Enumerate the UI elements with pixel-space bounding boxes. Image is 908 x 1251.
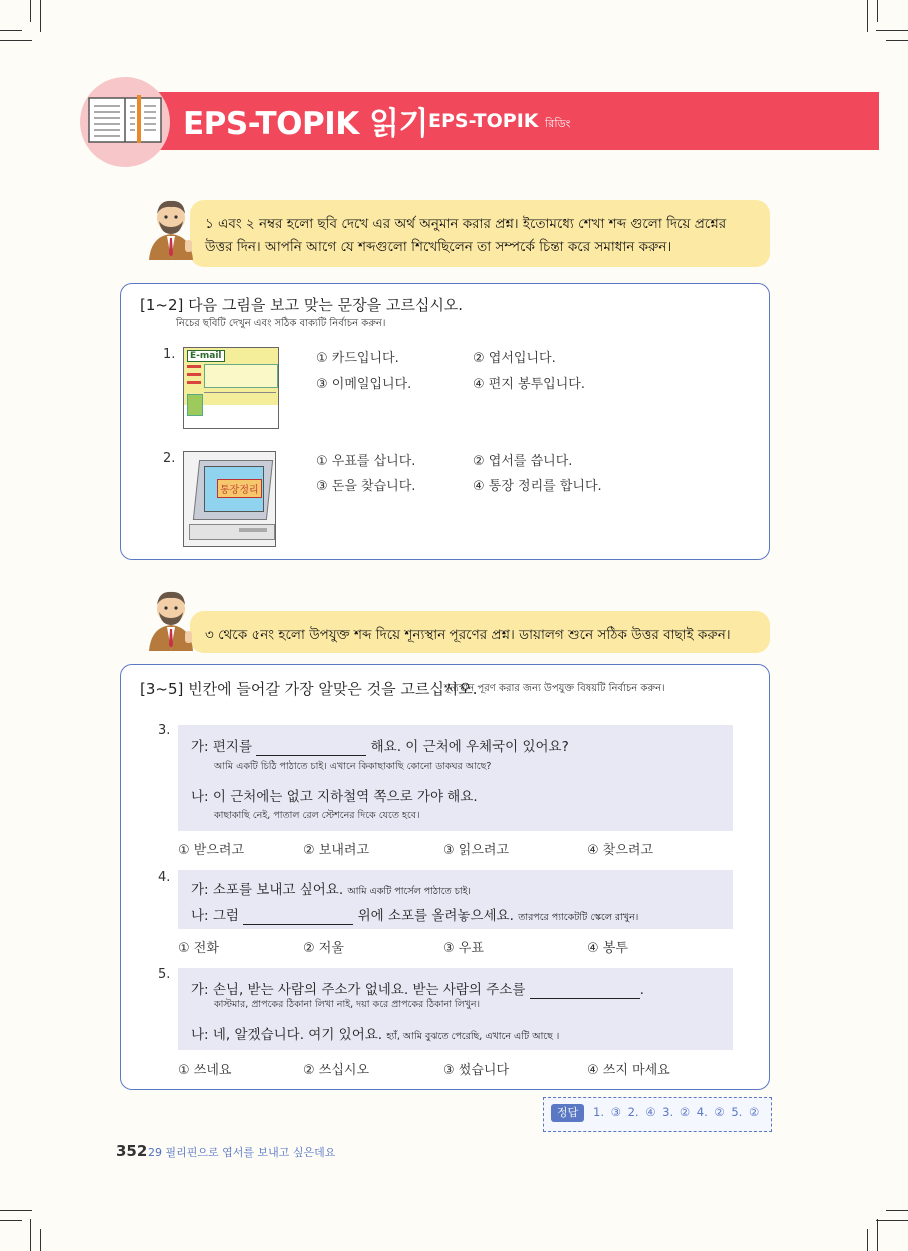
question-number: 4. [158,870,171,885]
section2-translation: শূন্যস্থান পূরণ করার জন্য উপযুক্ত বিষয়টি নির্বাচন করুন। [444,683,665,694]
section1-translation: নিচের ছবিটি দেখুন এবং সঠিক বাক্যটি নির্বাচন করুন। [176,318,386,329]
email-picture-label: E-mail [187,350,225,362]
q4-a-translation: আমি একটি পার্সেল পাঠাতে চাই। [347,886,471,897]
q5-option-4[interactable]: ④ 쓰지 마세요 [587,1063,670,1078]
subtitle-text: EPS-TOPIK [428,110,539,132]
q3-a-translation: আমি একটি চিঠি পাঠাতে চাই। এখানে কিকাছাকাছি কোনো ডাকঘর আছে? [214,761,492,772]
q5-blank [530,982,640,999]
q4-b-after: 위에 소포를 올려놓으세요. [357,908,514,924]
crop-mark [40,0,41,32]
q2-option-4[interactable]: ④ 통장 정리를 합니다. [473,479,602,494]
question-number: 3. [158,723,171,738]
q5-line-a [191,978,644,999]
chapter-title: 29 필리핀으로 엽서를 보내고 싶은데요 [148,1146,336,1159]
crop-mark [877,0,878,22]
q3-a-after: 해요. 이 근처에 우체국이 있어요? [370,739,569,755]
q3-line-b: 나: 이 근처에는 없고 지하철역 쪽으로 가야 해요. [191,789,478,805]
crop-mark [867,0,868,32]
teacher-icon [143,196,199,260]
guide1-line2: উত্তর দিন। আপনি আগে যে শব্দগুলো শিখেছিলেন তা সম্পর্কে চিন্তা করে সমাধান করুন। [205,239,672,255]
q4-line-a [191,878,471,900]
page-subtitle [428,110,570,134]
atm-picture [183,451,276,547]
q3-line-a [191,735,569,756]
crop-mark [30,0,31,22]
crop-mark [886,1210,908,1211]
crop-mark [30,1219,31,1251]
q4-b-before: 나: 그럼 [191,908,239,924]
q1-option-1[interactable]: ① 카드입니다. [316,351,399,366]
q4-a-text: 가: 소포를 보내고 싶어요. [191,882,344,898]
crop-mark [886,40,908,41]
crop-mark [0,40,32,41]
q5-option-1[interactable]: ① 쓰네요 [178,1063,232,1078]
q5-option-2[interactable]: ② 쓰십시오 [303,1063,370,1078]
open-book-icon [88,95,162,145]
q4-option-4[interactable]: ④ 봉투 [587,941,628,956]
page-title: EPS-TOPIK 읽기 [183,106,428,142]
q4-line-b [191,904,638,926]
email-picture [183,347,279,429]
q3-b-translation: কাছাকাছি নেই, পাতাল রেল স্টেশনের দিকে যেতে হবে। [214,810,420,821]
q3-option-4[interactable]: ④ 찾으려고 [587,843,654,858]
q3-option-1[interactable]: ① 받으려고 [178,843,245,858]
q5-a-after: . [639,982,644,998]
q3-option-2[interactable]: ② 보내려고 [303,843,370,858]
section1-heading: [1~2] 다음 그림을 보고 맞는 문장을 고르십시오. [140,296,464,314]
q4-option-3[interactable]: ③ 우표 [443,941,484,956]
q2-option-3[interactable]: ③ 돈을 찾습니다. [316,479,416,494]
crop-mark [877,1219,878,1251]
question-number: 5. [158,967,171,982]
page-number: 352 [116,1142,148,1160]
atm-screen-label: 통장정리 [217,479,262,498]
question-number: 1. [163,347,176,362]
answer-key-label: 정답 [551,1104,584,1122]
q2-option-2[interactable]: ② 엽서를 씁니다. [473,454,573,469]
teacher-icon [143,587,199,651]
q2-option-1[interactable]: ① 우표를 삽니다. [316,454,416,469]
question-number: 2. [163,451,176,466]
crop-mark [0,30,22,31]
guide1-line1: ১ এবং ২ নম্বর হলো ছবি দেখে এর অর্থ অনুমান করার প্রশ্ন। ইতোমধ্যে শেখা শব্দ গুলো দিয়ে প্রশ্নের [205,216,727,232]
crop-mark [876,1220,908,1221]
q4-b-translation: তারপরে প্যাকেটটি স্কেলে রাখুন। [518,912,639,923]
q5-b-translation: হ্যাঁ, আমি বুঝতে পেরেছি, এখানে এটি আছে । [386,1031,560,1042]
q1-option-3[interactable]: ③ 이메일입니다. [316,377,412,392]
q3-blank [256,739,366,756]
crop-mark [0,1210,32,1211]
q4-blank [243,908,353,925]
subtitle-small: রিডিং [545,117,571,130]
q5-a-before: 가: 손님, 받는 사람의 주소가 없네요. 받는 사람의 주소를 [191,982,526,998]
crop-mark [0,1220,22,1221]
q5-option-3[interactable]: ③ 썼습니다 [443,1063,510,1078]
q3-a-before: 가: 편지를 [191,739,253,755]
crop-mark [40,1229,41,1251]
q1-option-2[interactable]: ② 엽서입니다. [473,351,556,366]
q5-line-b [191,1023,559,1045]
q1-option-4[interactable]: ④ 편지 봉투입니다. [473,377,585,392]
guide2-line1: ৩ থেকে ৫নং হলো উপযুক্ত শব্দ দিয়ে শূন্যস্থান পূরণের প্রশ্ন। ডায়ালগ শুনে সঠিক উত্তর বাছাই করুন। [205,627,731,643]
crop-mark [867,1229,868,1251]
section2-heading: [3~5] 빈칸에 들어갈 가장 알맞은 것을 고르십시오. [140,680,478,698]
q4-option-2[interactable]: ② 저울 [303,941,344,956]
q5-b-text: 나: 네, 알겠습니다. 여기 있어요. [191,1027,383,1043]
q4-option-1[interactable]: ① 전화 [178,941,219,956]
crop-mark [876,30,908,31]
q5-a-translation: কাস্টমার, প্রাপকের ঠিকানা লিখা নাই, দয়া করে প্রাপকের ঠিকানা লিখুন। [214,999,480,1010]
q3-option-3[interactable]: ③ 읽으려고 [443,843,510,858]
answer-key-list: 1. ③ 2. ④ 3. ② 4. ② 5. ② [593,1105,760,1119]
